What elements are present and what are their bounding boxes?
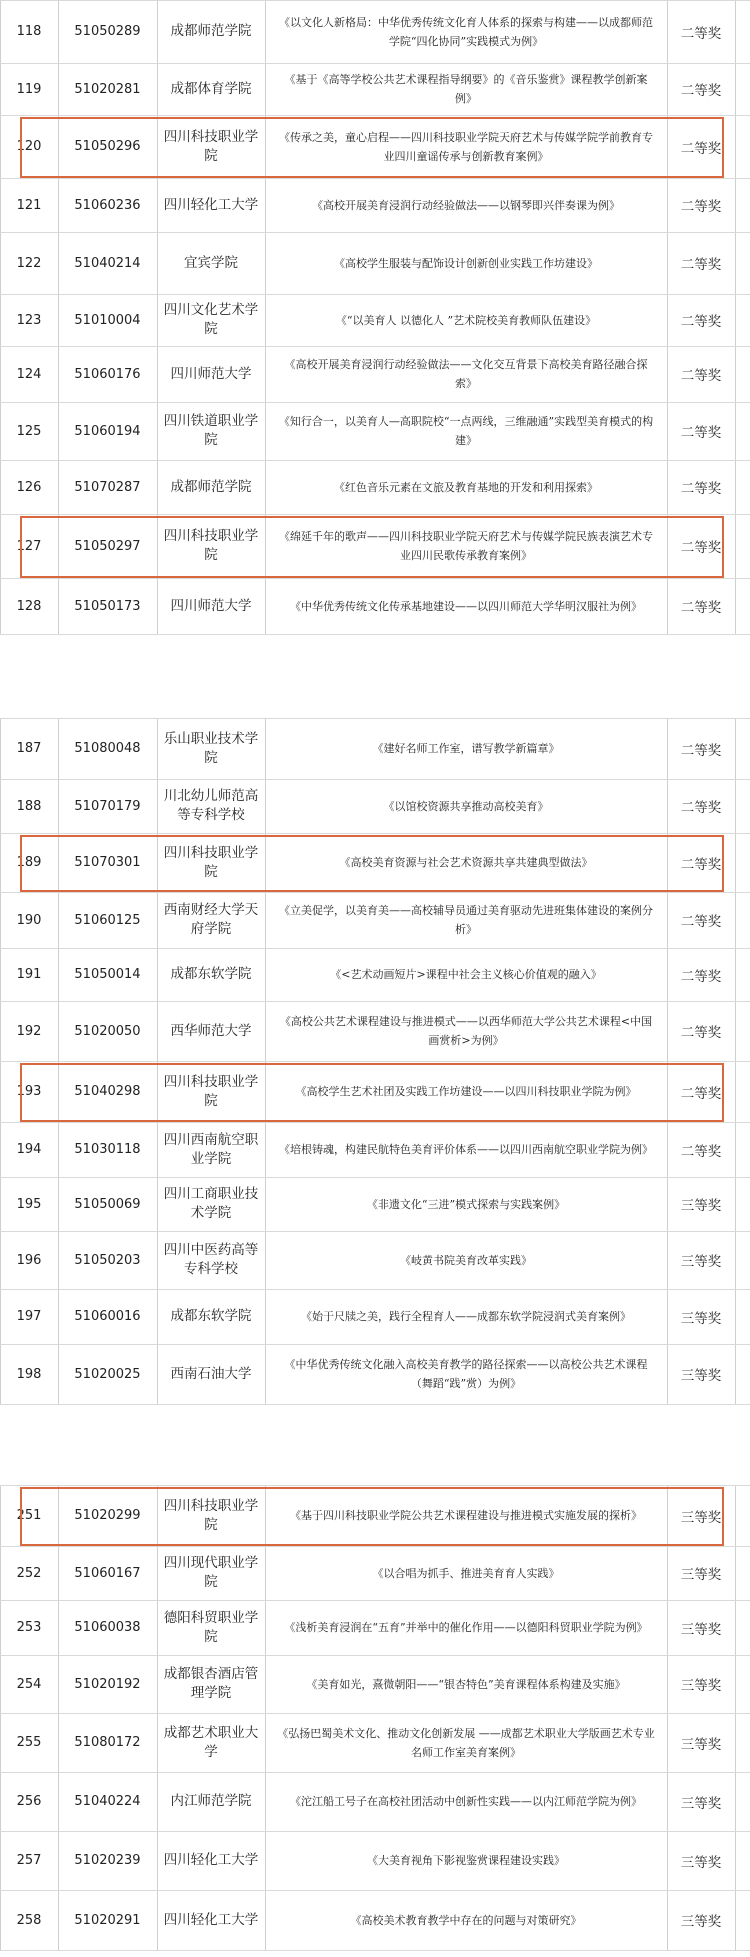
application-code: 51060016 [74, 1309, 141, 1324]
award-level: 二等奖 [680, 1143, 722, 1160]
award-level: 二等奖 [680, 25, 722, 42]
application-code: 51040214 [74, 255, 141, 271]
case-title: 《高校美术教育教学中存在的问题与对策研究》 [350, 1913, 582, 1927]
application-code: 51060125 [74, 912, 141, 928]
highlight-box [20, 117, 724, 178]
school-name: 西华师范大学 [170, 1022, 252, 1039]
table-row [0, 1177, 750, 1231]
case-title: 《中华优秀传统文化传承基地建设——以四川师范大学华明汉服社为例》 [290, 599, 642, 613]
application-code: 51050203 [74, 1252, 141, 1268]
table-row [0, 779, 750, 833]
award-level: 三等奖 [680, 1678, 722, 1694]
school-name: 四川轻化工大学 [163, 1852, 259, 1868]
table-row [0, 63, 750, 115]
case-title: 《大美育视角下影视鉴赏课程建设实践》 [367, 1854, 565, 1867]
table-row [0, 892, 750, 948]
award-level: 二等奖 [680, 481, 722, 497]
application-code: 51080172 [74, 1735, 141, 1750]
table-row [0, 1546, 750, 1600]
row-number: 197 [16, 1309, 42, 1324]
application-code: 51030118 [74, 1142, 141, 1157]
highlight-box [20, 516, 724, 578]
table-row [0, 1600, 750, 1655]
school-name: 成都东软学院 [170, 1308, 252, 1324]
case-title: 《美育如光，熹微朝阳——“银杏特色”美育课程体系构建及实施》 [306, 1677, 626, 1691]
application-code: 51080048 [74, 741, 141, 756]
case-title: 《浅析美育浸润在“五育”并举中的催化作用——以德阳科贸职业学院为例》 [284, 1621, 648, 1634]
case-title: 《沱江船工号子在高校社团活动中创新性实践——以内江师范学院为例》 [290, 1795, 642, 1808]
row-number: 258 [16, 1912, 42, 1928]
school-name: 西南石油大学 [170, 1365, 252, 1382]
case-title: 《高校学生艺术社团及实践工作坊建设——以四川科技职业学院为例》 [295, 1085, 637, 1098]
row-divider [0, 634, 750, 635]
table-row [0, 232, 750, 294]
row-number: 256 [16, 1794, 42, 1809]
school-name: 四川西南航空职业学院 [163, 1131, 259, 1167]
application-code: 51060194 [74, 423, 141, 439]
award-level: 二等奖 [680, 257, 722, 273]
case-title: 《高校学生服装与配饰设计创新创业实践工作坊建设》 [334, 256, 598, 270]
row-number: 120 [16, 139, 42, 154]
school-name: 西南财经大学天府学院 [163, 902, 259, 937]
table-row [0, 948, 750, 1001]
award-level: 二等奖 [680, 742, 722, 759]
row-number: 118 [16, 24, 42, 39]
table-row [0, 178, 750, 232]
table-row [0, 346, 750, 402]
school-name: 成都师范学院 [170, 478, 252, 495]
award-level: 二等奖 [680, 1025, 722, 1041]
application-code: 51020025 [74, 1366, 141, 1382]
highlight-box [20, 835, 724, 892]
row-number: 198 [16, 1366, 42, 1382]
case-title: 《始于尺牍之美，践行全程育人——成都东软学院浸润式美育案例》 [301, 1310, 631, 1323]
row-number: 257 [16, 1853, 42, 1868]
application-code: 51020281 [74, 81, 141, 97]
school-name: 成都银杏酒店管理学院 [163, 1666, 259, 1701]
row-number: 123 [16, 312, 42, 328]
application-code: 51020291 [74, 1912, 141, 1928]
case-title: 《非遗文化“三进”模式探索与实践案例》 [366, 1197, 566, 1211]
award-level: 二等奖 [680, 800, 722, 816]
row-number: 128 [16, 598, 42, 614]
award-level: 二等奖 [680, 856, 722, 873]
award-level: 二等奖 [680, 199, 722, 215]
row-number: 192 [16, 1023, 42, 1039]
application-code: 51060176 [74, 366, 141, 382]
case-title: 《<艺术动画短片>课程中社会主义核心价值观的融入》 [330, 968, 602, 981]
award-level: 二等奖 [680, 425, 722, 441]
school-name: 四川中医药高等专科学校 [163, 1242, 259, 1277]
case-title: 《“以美育人 以德化人 ”艺术院校美育教师队伍建设》 [335, 313, 597, 327]
case-title: 《传承之美，童心启程——四川科技职业学院天府艺术与传媒学院学前教育专业四川童谣传承与创新教育案例》 [279, 130, 653, 163]
row-divider [0, 1404, 750, 1405]
case-title: 《培根铸魂，构建民航特色美育评价体系——以四川西南航空职业学院为例》 [279, 1143, 653, 1156]
row-number: 122 [16, 255, 42, 271]
school-name: 四川工商职业技术学院 [163, 1186, 259, 1221]
row-number: 255 [16, 1735, 42, 1750]
school-name: 成都体育学院 [170, 80, 252, 97]
highlight-box [20, 1063, 724, 1122]
case-title: 《立美促学，以美育美——高校辅导员通过美育驱动先进班集体建设的案例分析》 [279, 904, 653, 936]
case-title: 《基于《高等学校公共艺术课程指导纲要》的《音乐鉴赏》课程教学创新案例》 [284, 73, 648, 105]
table-row [0, 1289, 750, 1344]
award-level: 二等奖 [680, 914, 722, 930]
application-code: 51070301 [74, 855, 141, 870]
row-number: 125 [16, 423, 42, 439]
table-row [0, 460, 750, 514]
school-name: 四川轻化工大学 [163, 1911, 259, 1928]
school-name: 内江师范学院 [170, 1793, 252, 1809]
row-number: 189 [16, 855, 42, 870]
case-title: 《高校公共艺术课程建设与推进模式——以西华师范大学公共艺术课程<中国画赏析>为例》 [279, 1015, 653, 1047]
school-name: 四川科技职业学院 [163, 844, 259, 880]
award-level: 二等奖 [680, 1085, 722, 1102]
school-name: 成都师范学院 [170, 23, 252, 39]
case-title: 《基于四川科技职业学院公共艺术课程建设与推进模式实施发展的探析》 [290, 1509, 642, 1522]
school-name: 四川科技职业学院 [163, 528, 259, 563]
award-level: 二等奖 [680, 314, 722, 330]
school-name: 四川现代职业学院 [163, 1555, 259, 1590]
row-number: 253 [16, 1620, 42, 1635]
case-title: 《绵延千年的歌声——四川科技职业学院天府艺术与传媒学院民族表演艺术专业四川民歌传承教育案例》 [279, 530, 653, 562]
highlight-box [20, 1487, 724, 1546]
case-title: 《以合唱为抓手、推进美育育人实践》 [372, 1566, 560, 1580]
table-row [0, 578, 750, 634]
table-row [0, 1831, 750, 1890]
table-row [0, 1655, 750, 1713]
row-number: 188 [16, 798, 42, 814]
school-name: 四川科技职业学院 [163, 128, 259, 164]
school-name: 乐山职业技术学院 [163, 730, 259, 766]
table-row [0, 1713, 750, 1772]
case-title: 《高校开展美育浸润行动经验做法——文化交互背景下高校美育路径融合探索》 [284, 358, 648, 390]
row-number: 190 [16, 912, 42, 928]
application-code: 51040298 [74, 1084, 141, 1099]
school-name: 成都东软学院 [170, 966, 252, 982]
award-level: 三等奖 [680, 1914, 722, 1930]
row-number: 121 [16, 197, 42, 213]
case-title: 《以馆校资源共享推动高校美育》 [383, 799, 549, 813]
award-level: 三等奖 [680, 1736, 722, 1753]
row-number: 126 [16, 479, 42, 495]
row-divider [0, 1950, 750, 1951]
application-code: 51060236 [74, 197, 141, 213]
row-number: 194 [16, 1142, 42, 1157]
table-row [0, 718, 750, 779]
award-level: 三等奖 [680, 1310, 722, 1327]
table-row [0, 1001, 750, 1061]
award-level: 二等奖 [680, 540, 722, 556]
application-code: 51020050 [74, 1023, 141, 1039]
row-number: 193 [16, 1084, 42, 1099]
school-name: 四川师范大学 [170, 597, 252, 614]
row-number: 195 [16, 1196, 42, 1212]
school-name: 四川师范大学 [170, 365, 252, 382]
table-row [0, 1231, 750, 1289]
row-number: 191 [16, 967, 42, 982]
award-level: 三等奖 [680, 1795, 722, 1812]
row-number: 124 [16, 366, 42, 382]
table-row [0, 294, 750, 346]
school-name: 四川文化艺术学院 [163, 302, 259, 337]
row-number: 127 [16, 538, 42, 554]
school-name: 四川科技职业学院 [163, 1073, 259, 1109]
application-code: 51050296 [74, 139, 141, 154]
award-level: 三等奖 [680, 1509, 722, 1526]
award-level: 三等奖 [680, 1254, 722, 1270]
school-name: 成都艺术职业大学 [163, 1724, 259, 1760]
application-code: 51070287 [74, 479, 141, 495]
school-name: 四川科技职业学院 [163, 1497, 259, 1533]
case-title: 《建好名师工作室，谱写教学新篇章》 [372, 742, 560, 755]
award-level: 二等奖 [680, 600, 722, 616]
application-code: 51060167 [74, 1565, 141, 1581]
award-level: 三等奖 [680, 1567, 722, 1583]
application-code: 51020239 [74, 1853, 141, 1868]
row-number: 187 [16, 741, 42, 756]
application-code: 51020299 [74, 1508, 141, 1523]
table-row [0, 402, 750, 460]
case-title: 《岐黄书院美育改革实践》 [400, 1253, 532, 1267]
application-code: 51050297 [74, 538, 141, 554]
case-title: 《高校开展美育浸润行动经验做法——以钢琴即兴伴奏课为例》 [312, 198, 620, 212]
case-title: 《高校美育资源与社会艺术资源共享共建典型做法》 [339, 856, 593, 869]
table-row [0, 1772, 750, 1831]
award-level: 二等奖 [680, 368, 722, 384]
row-number: 196 [16, 1252, 42, 1268]
application-code: 51050069 [74, 1196, 141, 1212]
row-number: 251 [16, 1508, 42, 1523]
application-code: 51050289 [74, 24, 141, 39]
school-name: 四川铁道职业学院 [163, 413, 259, 448]
award-level: 二等奖 [680, 140, 722, 157]
table-row [0, 1122, 750, 1177]
application-code: 51070179 [74, 798, 141, 814]
school-name: 德阳科贸职业学院 [163, 1609, 259, 1645]
award-level: 三等奖 [680, 1621, 722, 1638]
case-title: 《知行合一，以美育人—高职院校“一点两线，三维融通”实践型美育模式的构建》 [278, 415, 654, 447]
school-name: 宜宾学院 [184, 254, 238, 271]
table-row [0, 1344, 750, 1404]
application-code: 51040224 [74, 1794, 141, 1809]
row-number: 119 [16, 81, 42, 97]
application-code: 51050014 [74, 967, 141, 982]
award-level: 三等奖 [680, 1198, 722, 1214]
application-code: 51020192 [74, 1676, 141, 1692]
table-row [0, 1890, 750, 1950]
row-number: 254 [16, 1676, 42, 1692]
award-level: 二等奖 [680, 968, 722, 985]
award-level: 三等奖 [680, 1854, 722, 1871]
application-code: 51060038 [74, 1620, 141, 1635]
case-title: 《红色音乐元素在文旅及教育基地的开发和利用探索》 [334, 480, 598, 494]
award-level: 二等奖 [680, 83, 722, 99]
application-code: 51010004 [74, 312, 141, 328]
case-title: 《弘扬巴蜀美术文化、推动文化创新发展 ——成都艺术职业大学版画艺术专业名师工作室美育案例》 [277, 1726, 655, 1759]
application-code: 51050173 [74, 598, 141, 614]
table-row [0, 0, 750, 63]
case-title: 《中华优秀传统文化融入高校美育教学的路径探索——以高校公共艺术课程（舞蹈“践”赏）为例》 [284, 1358, 648, 1390]
case-title: 《以文化人新格局：中华优秀传统文化育人体系的探索与构建——以成都师范学院“四化协同”实践模式为例》 [279, 15, 653, 48]
school-name: 川北幼儿师范高等专科学校 [163, 788, 259, 823]
school-name: 四川轻化工大学 [163, 196, 259, 213]
award-level: 三等奖 [680, 1368, 722, 1384]
row-number: 252 [16, 1565, 42, 1581]
